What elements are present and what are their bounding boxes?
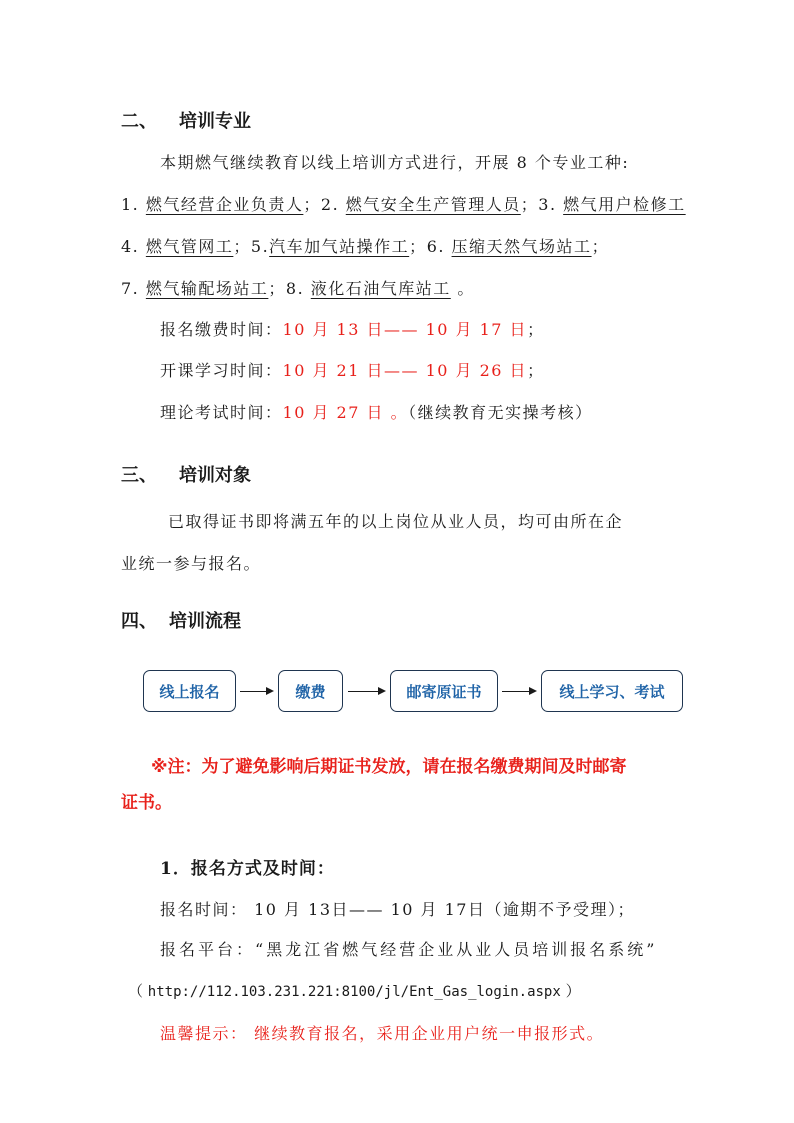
section-title: 培训专业: [179, 111, 251, 132]
section-4-heading: [121, 607, 241, 633]
major-item: 燃气安全生产管理人员: [345, 195, 521, 214]
flow-step-online-registration: 线上报名: [143, 670, 236, 712]
flow-arrow: [502, 691, 535, 692]
schedule-date: 10 月 21 日—— 10 月 26 日: [282, 361, 528, 380]
flow-step-payment: 缴费: [278, 670, 343, 712]
schedule-registration: 报名缴费时间：10 月 13 日—— 10 月 17 日；: [160, 320, 545, 339]
major-item: 燃气经营企业负责人: [145, 195, 304, 214]
majors-line-2: 4. 燃气管网工；5.汽车加气站操作工；6. 压缩天然气场站工；: [121, 237, 610, 256]
schedule-study: 开课学习时间：10 月 21 日—— 10 月 26 日；: [160, 361, 545, 380]
registration-time-value: 10 月 13日—— 10 月 17日（逾期不予受理）；: [254, 900, 635, 919]
major-item: 燃气用户检修工: [563, 195, 686, 214]
major-item: 液化石油气库站工: [310, 279, 451, 298]
schedule-date: 10 月 27 日 。: [282, 403, 409, 422]
registration-tip: 温馨提示： 继续教育报名，采用企业用户统一申报形式。: [160, 1024, 605, 1043]
section-number: 四、: [121, 611, 157, 632]
major-item: 燃气输配场站工: [145, 279, 269, 298]
registration-platform: 报名平台：“黑龙江省燃气经营企业从业人员培训报名系统”: [160, 940, 658, 959]
section-2-intro: 本期燃气继续教育以线上培训方式进行，开展 8 个专业工种:: [160, 153, 630, 172]
note-line-2: 证书。: [121, 793, 172, 813]
registration-url[interactable]: （ http://112.103.231.221:8100/jl/Ent_Gas_login.aspx ）: [128, 982, 581, 1000]
note-line-1: ※注：为了避免影响后期证书发放，请在报名缴费期间及时邮寄: [151, 757, 627, 777]
section-2-heading: [121, 107, 251, 133]
registration-url-link[interactable]: http://112.103.231.221:8100/jl/Ent_Gas_login.aspx: [147, 984, 561, 1000]
majors-line-1: 1. 燃气经营企业负责人；2. 燃气安全生产管理人员；3. 燃气用户检修工: [121, 195, 686, 214]
flow-step-study-exam: 线上学习、考试: [541, 670, 683, 712]
major-item: 燃气管网工: [145, 237, 234, 256]
major-item: 压缩天然气场站工: [451, 237, 592, 256]
section-title: 培训流程: [169, 611, 241, 632]
section-3-paragraph-line-1: 已取得证书即将满五年的以上岗位从业人员，均可由所在企: [168, 512, 624, 531]
flow-arrow: [240, 691, 272, 692]
section-number: 二、: [121, 111, 157, 132]
registration-heading: 1．报名方式及时间：: [160, 859, 335, 879]
schedule-date: 10 月 13 日—— 10 月 17 日: [282, 320, 528, 339]
majors-line-3: 7. 燃气输配场站工；8. 液化石油气库站工 。: [121, 279, 475, 298]
flow-step-mail-certificate: 邮寄原证书: [390, 670, 498, 712]
section-3-paragraph-line-2: 业统一参与报名。: [121, 554, 262, 573]
registration-platform-name: “黑龙江省燃气经营企业从业人员培训报名系统”: [255, 940, 658, 959]
major-item: 汽车加气站操作工: [269, 237, 410, 256]
flow-arrow: [348, 691, 384, 692]
registration-time: 报名时间： 10 月 13日—— 10 月 17日（逾期不予受理）；: [160, 900, 635, 919]
schedule-exam: 理论考试时间：10 月 27 日 。（继续教育无实操考核）: [160, 403, 593, 422]
section-3-heading: [121, 461, 251, 487]
section-number: 三、: [121, 465, 157, 486]
section-title: 培训对象: [179, 465, 251, 486]
